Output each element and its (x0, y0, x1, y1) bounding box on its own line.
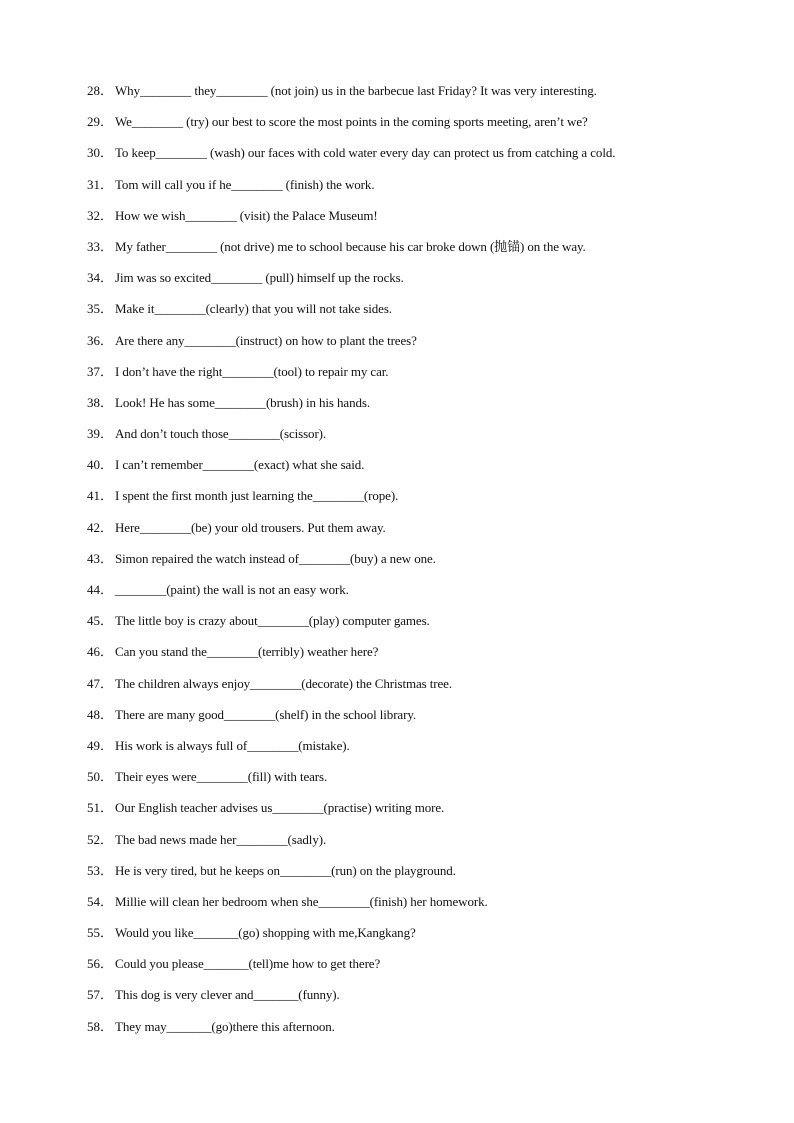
exercise-number: 58． (87, 1018, 114, 1034)
exercise-number: 52． (87, 831, 114, 847)
exercise-item (87, 144, 707, 175)
exercise-number: 32． (87, 207, 114, 223)
exercise-item (87, 550, 707, 581)
exercise-item (87, 893, 707, 924)
exercise-item (87, 269, 707, 300)
exercise-text: And don’t touch those________(scissor). (115, 426, 327, 442)
exercise-text: Jim was so excited________ (pull) himself up the rocks. (115, 270, 404, 286)
exercise-number: 54． (87, 893, 114, 909)
exercise-number: 37． (87, 363, 114, 379)
exercise-item (87, 675, 707, 706)
exercise-item (87, 363, 707, 394)
exercise-text: They may_______(go)there this afternoon. (115, 1018, 335, 1034)
exercise-text: There are many good________(shelf) in the school library. (115, 706, 417, 722)
exercise-number: 53． (87, 862, 114, 878)
exercise-item (87, 238, 707, 269)
exercise-text: Can you stand the________(terribly) weather here? (115, 644, 379, 660)
exercise-text: I spent the first month just learning the________(rope). (115, 488, 399, 504)
exercise-text: This dog is very clever and_______(funny). (115, 987, 340, 1003)
exercise-number: 41． (87, 488, 114, 504)
exercise-text: To keep________ (wash) our faces with cold water every day can protect us from catching a cold. (115, 145, 616, 161)
exercise-item (87, 456, 707, 487)
exercise-number: 39． (87, 426, 114, 442)
exercise-item (87, 986, 707, 1017)
exercise-number: 48． (87, 706, 114, 722)
exercise-text: Our English teacher advises us________(practise) writing more. (115, 800, 445, 816)
exercise-text: The children always enjoy________(decorate) the Christmas tree. (115, 675, 453, 691)
exercise-item (87, 706, 707, 737)
exercise-item (87, 581, 707, 612)
exercise-item (87, 768, 707, 799)
exercise-item (87, 737, 707, 768)
exercise-text: How we wish________ (visit) the Palace Museum! (115, 207, 378, 223)
exercise-text: ________(paint) the wall is not an easy work. (115, 582, 349, 597)
exercise-number: 49． (87, 737, 114, 753)
exercise-number: 47． (87, 675, 114, 691)
exercise-number: 56． (87, 956, 114, 972)
exercise-number: 55． (87, 925, 114, 941)
exercise-number: 45． (87, 613, 114, 629)
exercise-text: I don’t have the right________(tool) to repair my car. (115, 363, 389, 379)
exercise-item (87, 643, 707, 674)
exercise-text: His work is always full of________(mistake). (115, 737, 350, 753)
exercise-number: 42． (87, 519, 114, 535)
exercise-text: Would you like_______(go) shopping with me,Kangkang? (115, 925, 416, 941)
exercise-number: 46． (87, 644, 114, 660)
exercise-text: Are there any________(instruct) on how to plant the trees? (115, 332, 417, 348)
exercise-number: 34． (87, 270, 114, 286)
exercise-text: The bad news made her________(sadly). (115, 831, 327, 847)
exercise-item (87, 82, 707, 113)
exercise-number: 57． (87, 987, 114, 1003)
exercise-number: 31． (87, 176, 114, 192)
exercise-item (87, 1018, 707, 1049)
exercise-text: Millie will clean her bedroom when she________(finish) her homework. (115, 893, 488, 909)
exercise-text: The little boy is crazy about________(play) computer games. (115, 613, 430, 629)
exercise-number: 43． (87, 550, 114, 566)
exercise-number: 51． (87, 800, 114, 816)
exercise-number: 30． (87, 145, 114, 161)
exercise-number: 29． (87, 114, 114, 130)
exercise-text: Look! He has some________(brush) in his hands. (115, 394, 371, 410)
exercise-text: Simon repaired the watch instead of________(buy) a new one. (115, 550, 436, 566)
exercise-number: 36． (87, 332, 114, 348)
exercise-text: Here________(be) your old trousers. Put them away. (115, 519, 386, 535)
exercise-item (87, 113, 707, 144)
exercise-item (87, 487, 707, 518)
exercise-item (87, 332, 707, 363)
exercise-text: Why________ they________ (not join) us in the barbecue last Friday? It was very interesting. (115, 83, 597, 98)
exercise-text: I can’t remember________(exact) what she said. (115, 457, 365, 473)
exercise-item (87, 519, 707, 550)
exercise-item (87, 799, 707, 830)
exercise-item (87, 425, 707, 456)
exercise-number: 44． (87, 582, 114, 597)
exercise-number: 35． (87, 301, 114, 317)
exercise-item (87, 612, 707, 643)
exercise-item (87, 955, 707, 986)
exercise-number: 33． (87, 238, 114, 254)
exercise-text: My father________ (not drive) me to school because his car broke down (抛锚) on the way. (115, 238, 586, 254)
exercise-text: We________ (try) our best to score the most points in the coming sports meeting, aren’t we? (115, 114, 588, 130)
exercise-text: Tom will call you if he________ (finish) the work. (115, 176, 375, 192)
exercise-item (87, 394, 707, 425)
exercise-list (87, 82, 707, 1049)
exercise-number: 28． (87, 83, 114, 98)
exercise-item (87, 300, 707, 331)
exercise-item (87, 924, 707, 955)
exercise-text: He is very tired, but he keeps on________(run) on the playground. (115, 862, 456, 878)
exercise-item (87, 207, 707, 238)
exercise-number: 40． (87, 457, 114, 473)
exercise-item (87, 176, 707, 207)
exercise-text: Their eyes were________(fill) with tears. (115, 769, 328, 785)
exercise-item (87, 831, 707, 862)
exercise-text: Make it________(clearly) that you will not take sides. (115, 301, 392, 317)
exercise-text: Could you please_______(tell)me how to get there? (115, 956, 381, 972)
exercise-number: 50． (87, 769, 114, 785)
exercise-number: 38． (87, 394, 114, 410)
exercise-item (87, 862, 707, 893)
